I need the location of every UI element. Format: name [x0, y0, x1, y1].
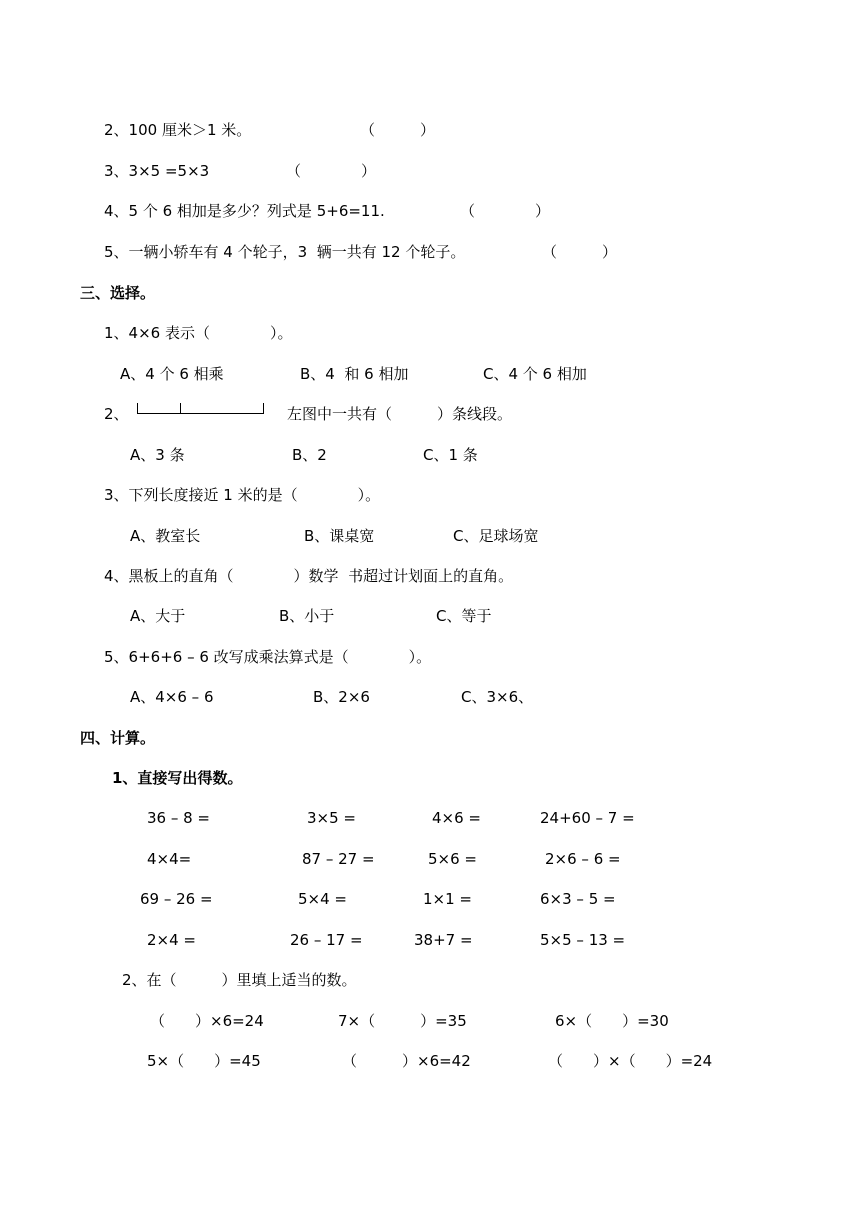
choice-q3-option-b[interactable]: B、课桌宽 — [304, 527, 375, 545]
fill-blank-problem[interactable]: 7×（ ）=35 — [338, 1012, 467, 1030]
choice-q2-number: 2、 — [104, 405, 129, 423]
choice-q3-stem: 3、下列长度接近 1 米的是（ ）。 — [104, 486, 381, 504]
calc-problem[interactable]: 4×4= — [147, 850, 192, 868]
calc-problem[interactable]: 87 – 27 = — [302, 850, 375, 868]
tf-answer-blank-4[interactable]: （ ） — [460, 202, 551, 220]
calc-problem[interactable]: 1×1 = — [423, 890, 472, 908]
calc-subtitle-direct: 1、直接写出得数。 — [112, 769, 243, 787]
tf-item-3: 3、3×5 =5×3 — [104, 162, 210, 180]
tf-item-5: 5、一辆小轿车有 4 个轮子，3 辆一共有 12 个轮子。 — [104, 243, 466, 261]
calc-problem[interactable]: 5×4 = — [298, 890, 347, 908]
choice-q2-stem: 左图中一共有（ ）条线段。 — [287, 405, 513, 423]
tf-answer-blank-2[interactable]: （ ） — [360, 121, 436, 139]
calc-problem[interactable]: 5×6 = — [428, 850, 477, 868]
choice-q5-option-b[interactable]: B、2×6 — [313, 688, 370, 706]
calc-subtitle-fill: 2、在（ ）里填上适当的数。 — [122, 971, 357, 989]
choice-q1-option-c[interactable]: C、4 个 6 相加 — [483, 365, 587, 383]
tf-item-2: 2、100 厘米＞1 米。 — [104, 121, 252, 139]
calc-problem[interactable]: 5×5 – 13 = — [540, 931, 626, 949]
fill-blank-problem[interactable]: （ ）×6=42 — [342, 1052, 471, 1070]
calc-problem[interactable]: 2×4 = — [147, 931, 196, 949]
fill-blank-problem[interactable]: （ ）×6=24 — [150, 1012, 264, 1030]
choice-q1-option-b[interactable]: B、4 和 6 相加 — [300, 365, 409, 383]
section-title-choice: 三、选择。 — [80, 284, 156, 302]
choice-q4-option-c[interactable]: C、等于 — [436, 607, 492, 625]
calc-problem[interactable]: 2×6 – 6 = — [545, 850, 621, 868]
section-title-calculation: 四、计算。 — [80, 729, 156, 747]
calc-problem[interactable]: 3×5 = — [307, 809, 356, 827]
calc-problem[interactable]: 38+7 = — [414, 931, 473, 949]
choice-q2-option-c[interactable]: C、1 条 — [423, 446, 478, 464]
choice-q4-stem: 4、黑板上的直角（ ）数学 书超过计划面上的直角。 — [104, 567, 514, 585]
fill-blank-problem[interactable]: 6×（ ）=30 — [555, 1012, 669, 1030]
choice-q4-option-b[interactable]: B、小于 — [279, 607, 335, 625]
choice-q5-option-c[interactable]: C、3×6、 — [461, 688, 534, 706]
choice-q1-option-a[interactable]: A、4 个 6 相乘 — [120, 365, 224, 383]
fill-blank-problem[interactable]: （ ）×（ ）=24 — [548, 1052, 713, 1070]
calc-problem[interactable]: 26 – 17 = — [290, 931, 363, 949]
choice-q2-option-a[interactable]: A、3 条 — [130, 446, 185, 464]
calc-problem[interactable]: 4×6 = — [432, 809, 481, 827]
calc-problem[interactable]: 6×3 – 5 = — [540, 890, 616, 908]
tf-answer-blank-3[interactable]: （ ） — [286, 162, 377, 180]
choice-q4-option-a[interactable]: A、大于 — [130, 607, 186, 625]
tf-item-4: 4、5 个 6 相加是多少？列式是 5+6=11. — [104, 202, 385, 220]
calc-problem[interactable]: 36 – 8 = — [147, 809, 211, 827]
tf-answer-blank-5[interactable]: （ ） — [542, 243, 618, 261]
choice-q5-option-a[interactable]: A、4×6 – 6 — [130, 688, 214, 706]
fill-blank-problem[interactable]: 5×（ ）=45 — [147, 1052, 261, 1070]
calc-problem[interactable]: 24+60 – 7 = — [540, 809, 635, 827]
choice-q1-stem: 1、4×6 表示（ ）。 — [104, 324, 293, 342]
choice-q3-option-c[interactable]: C、足球场宽 — [453, 527, 539, 545]
choice-q2-option-b[interactable]: B、2 — [292, 446, 327, 464]
choice-q5-stem: 5、6+6+6 – 6 改写成乘法算式是（ ）。 — [104, 648, 432, 666]
calc-problem[interactable]: 69 – 26 = — [140, 890, 213, 908]
choice-q3-option-a[interactable]: A、教室长 — [130, 527, 201, 545]
